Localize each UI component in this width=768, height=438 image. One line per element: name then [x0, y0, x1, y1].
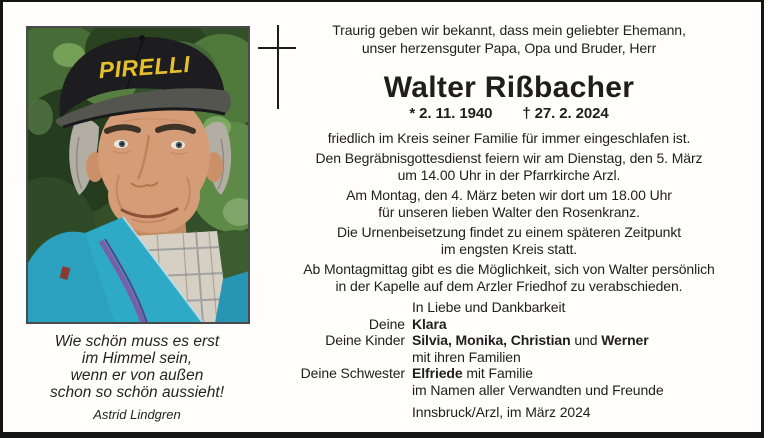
children-families-text: mit ihren Familien	[412, 348, 521, 365]
dedication-row	[293, 299, 725, 316]
children-row: Deine Kinder Silvia, Monika, Christian und Werner	[293, 332, 725, 349]
place-date-text: Innsbruck/Arzl, im März 2024	[412, 404, 591, 420]
quote-line: Wie schön muss es erst	[54, 333, 220, 350]
sister-row: Deine Schwester Elfriede mit Familie	[293, 365, 725, 382]
quote-line: schon so schön aussieht!	[49, 384, 225, 401]
birth-date: * 2. 11. 1940	[409, 105, 493, 122]
intro-line: unser herzensguter Papa, Opa und Bruder, Herr	[361, 39, 657, 56]
paragraph-urn-burial: Die Urnenbeisetzung findet zu einem späteren Zeitpunkt im engsten Kreis statt.	[336, 224, 682, 257]
intro-text	[293, 22, 725, 57]
sister-label: Deine Schwester	[300, 365, 405, 381]
children-names: Silvia, Monika, Christian	[412, 332, 571, 348]
quote-block	[21, 333, 253, 423]
paragraph-passed-away: friedlich im Kreis seiner Familie für immer eingeschlafen ist.	[327, 130, 691, 146]
wife-row	[293, 316, 725, 333]
cap-brand-text: PIRELLI	[97, 50, 192, 84]
family-list	[293, 299, 725, 421]
death-date: † 27. 2. 2024	[522, 105, 609, 122]
deceased-name: Walter Rißbacher	[383, 71, 635, 104]
sister-name: Elfriede	[412, 365, 463, 381]
cross-horizontal-bar	[258, 47, 296, 49]
notice-column	[293, 22, 725, 421]
quote-line: im Himmel sein,	[81, 350, 193, 367]
paragraph-funeral-service: Den Begräbnisgottesdienst feiern wir am Dienstag, den 5. März um 14.00 Uhr in der Pfarrkirche Arzl.	[315, 150, 703, 183]
cross-vertical-bar	[277, 25, 279, 109]
life-dates	[293, 105, 725, 123]
quote-line: wenn er von außen	[70, 367, 204, 384]
children-last-name: Werner	[601, 332, 649, 348]
children-label: Deine Kinder	[325, 332, 405, 348]
paragraph-farewell: Ab Montagmittag gibt es die Möglichkeit, sich von Walter persönlich in der Kapelle auf dem Arzler Friedhof zu verabschieden.	[303, 261, 715, 294]
place-date-row	[293, 404, 725, 421]
on-behalf-row	[293, 382, 725, 399]
paragraph-rosary: Am Montag, den 4. März beten wir dort um 18.00 Uhr für unseren lieben Walter den Rosenkranz.	[346, 187, 672, 220]
dedication-text: In Liebe und Dankbarkeit	[412, 299, 566, 315]
quote-attribution: Astrid Lindgren	[93, 407, 181, 422]
children-families-row	[293, 349, 725, 366]
on-behalf-text: im Namen aller Verwandten und Freunde	[412, 381, 664, 398]
portrait-photo	[26, 26, 250, 324]
wife-label: Deine	[368, 315, 405, 332]
intro-line: Traurig geben wir bekannt, dass mein geliebter Ehemann,	[332, 22, 686, 38]
wife-name: Klara	[412, 315, 447, 332]
